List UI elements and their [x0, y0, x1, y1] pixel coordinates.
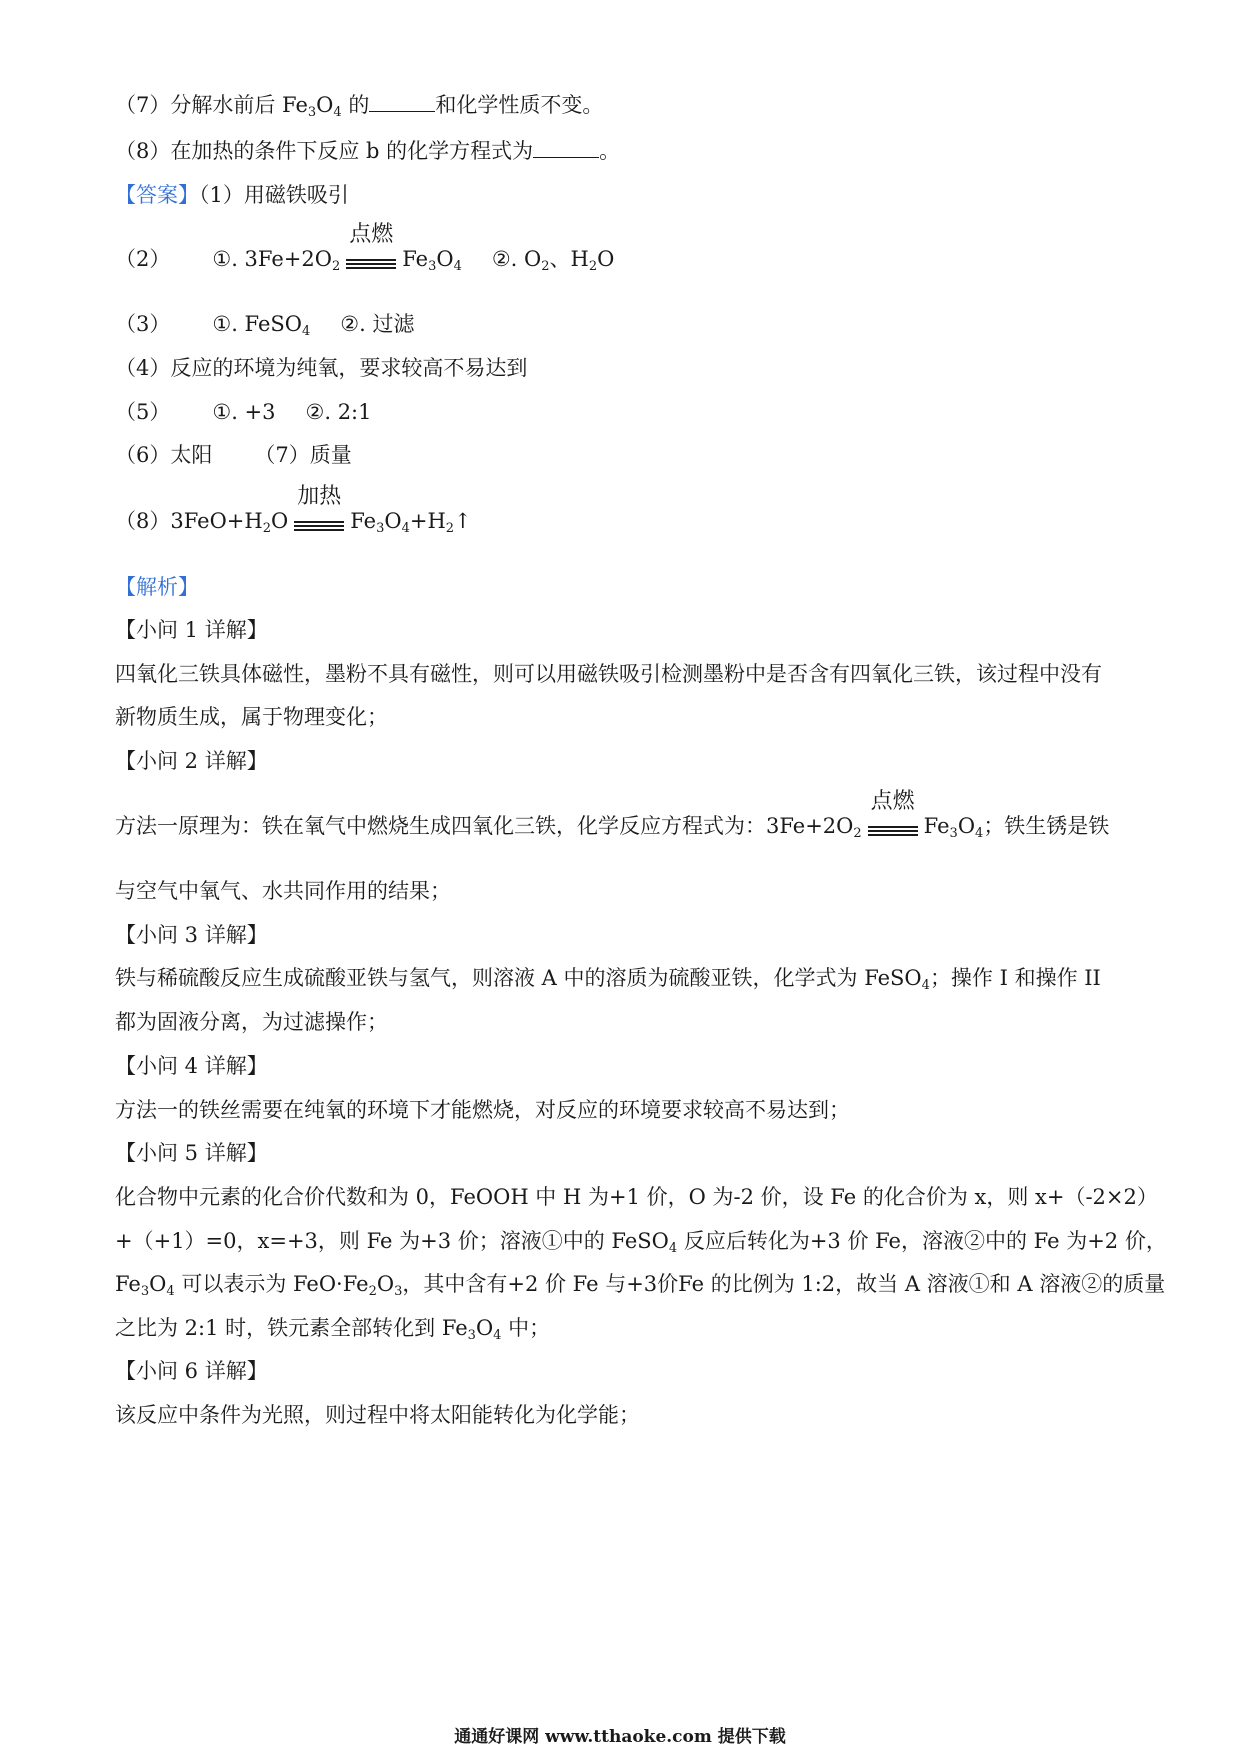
text: 、H: [549, 247, 589, 271]
sub: 3: [394, 1284, 403, 1299]
sub: 4: [302, 324, 311, 339]
text: O: [376, 1272, 395, 1296]
answer-6-7: [115, 441, 352, 469]
section-4-para: 方法一的铁丝需要在纯氧的环境下才能燃烧，对反应的环境要求较高不易达到；: [115, 1098, 850, 1122]
sub: 4: [921, 978, 930, 993]
sub: 4: [166, 1284, 175, 1299]
answer-2-product: Fe: [402, 247, 429, 271]
section-3-para-1: [115, 964, 1101, 992]
text: 方法一原理为：铁在氧气中燃烧生成四氧化三铁，化学反应方程式为：3Fe+2O: [115, 814, 854, 838]
q7-sub: 3: [307, 105, 317, 120]
section-3-para-2: 都为固液分离，为过滤操作；: [115, 1010, 388, 1034]
text: O: [384, 509, 402, 533]
section-2-para-1: [115, 789, 1110, 841]
section-5-para-2: [115, 1227, 1167, 1255]
sub: 4: [668, 1241, 678, 1256]
sub: 3: [140, 1284, 150, 1299]
text: +H: [409, 509, 446, 533]
sub: 2: [853, 826, 862, 841]
section-6-para: 该反应中条件为光照，则过程中将太阳能转化为化学能；: [115, 1403, 640, 1427]
condition-text: 加热: [297, 484, 342, 509]
answer-3-choice-1: ①. FeSO: [212, 312, 303, 336]
text: +（+1）=0，x=+3，则 Fe 为+3 价；溶液①中的 FeSO: [115, 1229, 669, 1253]
sub: 2: [368, 1284, 377, 1299]
sub: 4: [975, 826, 984, 841]
q8-tail: 。: [599, 139, 621, 163]
up-arrow-icon: ↑: [454, 509, 472, 533]
q8-blank: [533, 137, 599, 158]
answer-5: [115, 398, 372, 426]
section-3-heading: 【小问 3 详解】: [115, 923, 268, 947]
answer-1: [115, 181, 349, 209]
text: 铁与稀硫酸反应生成硫酸亚铁与氢气，则溶液 A 中的溶质为硫酸亚铁，化学式为 FeSO: [115, 966, 922, 990]
sub: 3: [428, 259, 437, 274]
sub: 2: [588, 259, 598, 274]
condition-text: 点燃: [349, 222, 394, 247]
text: ；操作 I 和操作 II: [929, 966, 1101, 990]
text: Fe: [115, 1272, 141, 1296]
text: 反应后转化为+3 价 Fe，溶液②中的 Fe 为+2 价，: [677, 1229, 1167, 1253]
q8-prefix: （8）在加热的条件下反应 b 的化学方程式为: [115, 139, 534, 163]
q7-sub2: 4: [333, 105, 342, 120]
answer-6-text: （6）太阳: [115, 443, 213, 467]
section-1-heading: 【小问 1 详解】: [115, 618, 268, 642]
condition-mark: [864, 789, 922, 840]
sub: 3: [467, 1328, 476, 1343]
answer-5-choice-1: ①. +3: [212, 400, 276, 424]
section-4-heading: 【小问 4 详解】: [115, 1054, 268, 1078]
section-5-para-1: 化合物中元素的化合价代数和为 0，FeOOH 中 H 为+1 价，O 为-2 价，设 Fe 的化合价为 x，则 x+（-2×2）: [115, 1185, 1158, 1209]
text: ；铁生锈是铁: [983, 814, 1110, 838]
text: O: [475, 1316, 494, 1340]
answer-2-choice-1: ①. 3Fe+2O: [212, 247, 332, 271]
text: Fe: [923, 814, 950, 838]
sub: 2: [445, 521, 455, 536]
text: O: [597, 247, 615, 271]
answer-2-num: （2）: [115, 247, 171, 271]
answer-3-num: （3）: [115, 312, 171, 336]
sub: 4: [453, 259, 462, 274]
q7-suffix: 的: [341, 93, 370, 117]
section-1-para-1: 四氧化三铁具体磁性，墨粉不具有磁性，则可以用磁铁吸引检测墨粉中是否含有四氧化三铁，该过程中没有: [115, 662, 1102, 686]
section-5-heading: 【小问 5 详解】: [115, 1141, 268, 1165]
question-8: [115, 137, 620, 165]
sub: 3: [949, 826, 958, 841]
text: 可以表示为 FeO·Fe: [174, 1272, 369, 1296]
sub: 4: [401, 521, 410, 536]
q7-blank: [369, 91, 435, 112]
q7-o: O: [316, 93, 334, 117]
sub: 2: [262, 521, 271, 536]
q7-tail: 和化学性质不变。: [435, 93, 604, 117]
text: O: [149, 1272, 167, 1296]
answer-2-choice-2: ②. O: [491, 247, 542, 271]
sub: 2: [331, 259, 341, 274]
answer-2: [115, 222, 615, 274]
answer-3-choice-2: ②. 过滤: [340, 312, 415, 336]
answer-8-reactants: （8）3FeO+H: [115, 509, 263, 533]
answer-8: [115, 484, 472, 536]
sub: 2: [541, 259, 550, 274]
answer-5-num: （5）: [115, 400, 171, 424]
answer-4-text: （4）反应的环境为纯氧，要求较高不易达到: [115, 356, 528, 380]
condition-mark: [342, 222, 400, 273]
answer-4: [115, 354, 527, 382]
section-1-para-2: 新物质生成，属于物理变化；: [115, 705, 388, 729]
answer-3: [115, 310, 414, 338]
sub: 3: [376, 521, 385, 536]
answer-7-text: （7）质量: [254, 443, 352, 467]
answer-8-product: Fe: [350, 509, 377, 533]
sub: 4: [493, 1328, 502, 1343]
section-6-heading: 【小问 6 详解】: [115, 1359, 268, 1383]
footer: 通通好课网 www.tthaoke.com 提供下载: [454, 1727, 786, 1747]
answer-label: 【答案】: [115, 183, 199, 207]
answer-1-text: （1）用磁铁吸引: [199, 183, 349, 207]
analysis-label: 【解析】: [115, 575, 199, 599]
condition-text: 点燃: [870, 789, 915, 814]
text: ，其中含有+2 价 Fe 与+3价Fe 的比例为 1:2，故当 A 溶液①和 A 溶液②的质量: [402, 1272, 1166, 1296]
text: O: [270, 509, 289, 533]
section-5-para-4: [115, 1314, 550, 1342]
text: 中；: [501, 1316, 551, 1340]
section-2-heading: 【小问 2 详解】: [115, 749, 268, 773]
text: 之比为 2:1 时，铁元素全部转化到 Fe: [115, 1316, 468, 1340]
q7-prefix: （7）分解水前后 Fe: [115, 93, 308, 117]
section-2-para-2: 与空气中氧气、水共同作用的结果；: [115, 879, 451, 903]
text: O: [957, 814, 976, 838]
condition-mark: [290, 484, 348, 535]
text: O: [436, 247, 454, 271]
question-7: [115, 91, 603, 119]
section-5-para-3: [115, 1270, 1165, 1298]
answer-5-choice-2: ②. 2:1: [305, 400, 372, 424]
